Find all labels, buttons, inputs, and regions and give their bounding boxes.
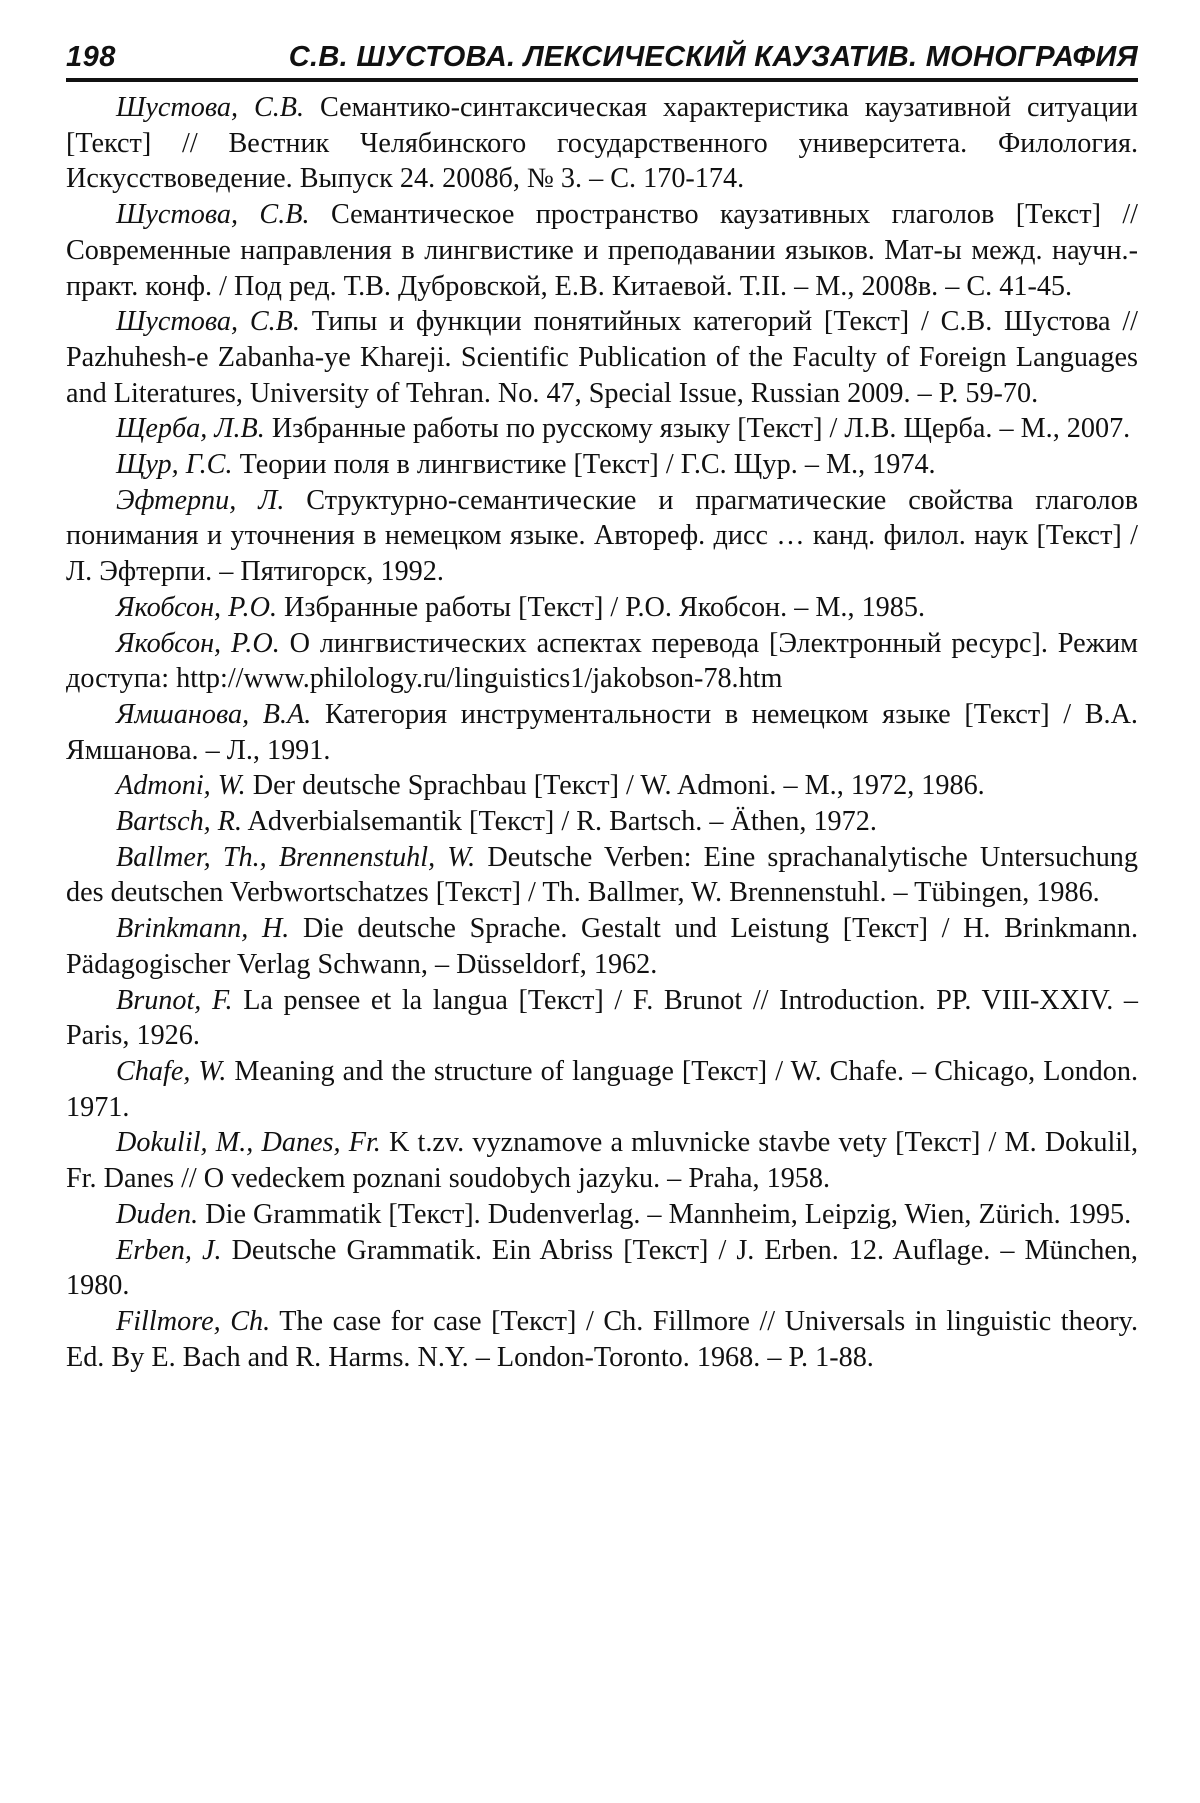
bibliography-entry [66, 768, 1138, 804]
entry-text: Die Grammatik [Текст]. Dudenverlag. – Mannheim, Leipzig, Wien, Zürich. 1995. [198, 1198, 1132, 1230]
entry-author: Ямшанова, В.А. [116, 698, 312, 730]
entry-text: Семантическое пространство каузативных глаголов [Текст] // Современные направления в лингвистике и преподавании языков. Мат-ы межд. научн.-практ. конф. / Под ред. Т.В. Дубровской, Е.В. Китаевой. Т.II. – М., 2008в. – С. 41-45. [66, 199, 1138, 302]
entry-author: Brinkmann, H. [116, 913, 290, 945]
entry-text: K t.zv. vyznamove a mluvnicke stavbe vety [Текст] / M. Dokulil, Fr. Danes // O vedeckem poznani soudobych jazyku. – Praha, 1958. [66, 1127, 1138, 1195]
entry-text: Избранные работы по русскому языку [Текст] / Л.В. Щерба. – М., 2007. [264, 413, 1131, 445]
running-title: С.В. ШУСТОВА. ЛЕКСИЧЕСКИЙ КАУЗАТИВ. МОНОГРАФИЯ [288, 41, 1138, 73]
entry-author: Щур, Г.С. [116, 449, 233, 481]
entry-text: О лингвистических аспектах перевода [Электронный ресурс]. Режим доступа: http://www.philology.ru/linguistics1/jakobson-78.htm [66, 627, 1138, 695]
entry-text: Категория инструментальности в немецком языке [Текст] / В.А. Ямшанова. – Л., 1991. [66, 698, 1138, 766]
entry-author: Duden. [116, 1198, 199, 1230]
bibliography-entry [66, 983, 1138, 1054]
entry-author: Якобсон, Р.О. [116, 627, 280, 659]
bibliography-entry [66, 1197, 1138, 1233]
entry-text: The case for case [Текст] / Ch. Fillmore // Universals in linguistic theory. Ed. By E. Bach and R. Harms. N.Y. – London-Toronto. 1968. – P. 1-88. [66, 1305, 1138, 1373]
bibliography-entry [66, 483, 1138, 590]
entry-text: Die deutsche Sprache. Gestalt und Leistung [Текст] / H. Brinkmann. Pädagogischer Verlag Schwann, – Düsseldorf, 1962. [66, 913, 1138, 980]
entry-author: Якобсон, Р.О. [116, 591, 277, 623]
entry-text: Deutsche Verben: Eine sprachanalytische Untersuchung des deutschen Verbwortschatzes [Текст] / Th. Ballmer, W. Brennenstuhl. – Tübingen, 1986. [66, 841, 1138, 909]
entry-author: Шустова, С.В. [116, 92, 305, 123]
entry-author: Chafe, W. [116, 1055, 227, 1087]
entry-text: Der deutsche Sprachbau [Текст] / W. Admoni. – M., 1972, 1986. [245, 770, 985, 802]
page-number: 198 [66, 41, 116, 73]
bibliography-entry [66, 1233, 1138, 1304]
entry-text: Семантико-синтаксическая характеристика каузативной ситуации [Текст] // Вестник Челябинского государственного университета. Филология. Искусствоведение. Выпуск 24. 2008б, № 3. – С. 170-174. [66, 92, 1138, 195]
entry-author: Шустова, С.В. [116, 306, 300, 338]
bibliography-entry [66, 911, 1138, 982]
entry-text: Структурно-семантические и прагматические свойства глаголов понимания и уточнения в немецком языке. Автореф. дисс … канд. филол. наук [Текст] / Л. Эфтерпи. – Пятигорск, 1992. [66, 484, 1139, 588]
entry-author: Dokulil, M., Danes, Fr. [116, 1127, 381, 1159]
entry-text: Типы и функции понятийных категорий [Текст] / С.В. Шустова // Pazhuhesh-e Zabanha-ye Khareji. Scientific Publication of the Faculty of Foreign Languages and Literatures, University of Tehran. No. 47, Special Issue, Russian 2009. – P. 59-70. [66, 306, 1139, 409]
entry-author: Erben, J. [116, 1234, 222, 1266]
entry-author: Fillmore, Ch. [116, 1305, 271, 1337]
bibliography-entry [66, 1125, 1138, 1196]
bibliography-entry [66, 697, 1138, 768]
entry-author: Эфтерпи, Л. [116, 484, 285, 516]
bibliography-list [66, 90, 1138, 1375]
entry-author: Brunot, F. [116, 984, 233, 1016]
bibliography-entry [66, 411, 1138, 447]
bibliography-entry [66, 804, 1138, 840]
entry-text: Adverbialsemantik [Текст] / R. Bartsch. – Äthen, 1972. [242, 806, 877, 838]
entry-author: Admoni, W. [116, 770, 246, 802]
bibliography-entry [66, 197, 1138, 304]
bibliography-entry [66, 590, 1138, 626]
entry-author: Шустова, С.В. [116, 199, 310, 231]
entry-text: Meaning and the structure of language [Текст] / W. Chafe. – Chicago, London. 1971. [66, 1055, 1138, 1123]
entry-author: Щерба, Л.В. [116, 413, 265, 445]
entry-author: Bartsch, R. [116, 806, 243, 838]
bibliography-entry [66, 626, 1138, 697]
entry-text: La pensee et la langua [Текст] / F. Brunot // Introduction. PP. VIII-XXIV. – Paris, 1926. [66, 984, 1138, 1052]
running-header [66, 40, 1138, 82]
entry-text: Избранные работы [Текст] / Р.О. Якобсон. – М., 1985. [277, 591, 925, 623]
bibliography-entry [66, 447, 1138, 483]
entry-text: Теории поля в лингвистике [Текст] / Г.С. Щур. – М., 1974. [232, 449, 936, 481]
bibliography-entry [66, 90, 1138, 197]
bibliography-entry [66, 304, 1138, 411]
entry-author: Ballmer, Th., Brennenstuhl, W. [116, 841, 476, 873]
entry-text: Deutsche Grammatik. Ein Abriss [Текст] / J. Erben. 12. Auflage. – München, 1980. [66, 1234, 1138, 1302]
bibliography-entry [66, 1304, 1138, 1375]
bibliography-entry [66, 1054, 1138, 1125]
bibliography-entry [66, 840, 1138, 911]
